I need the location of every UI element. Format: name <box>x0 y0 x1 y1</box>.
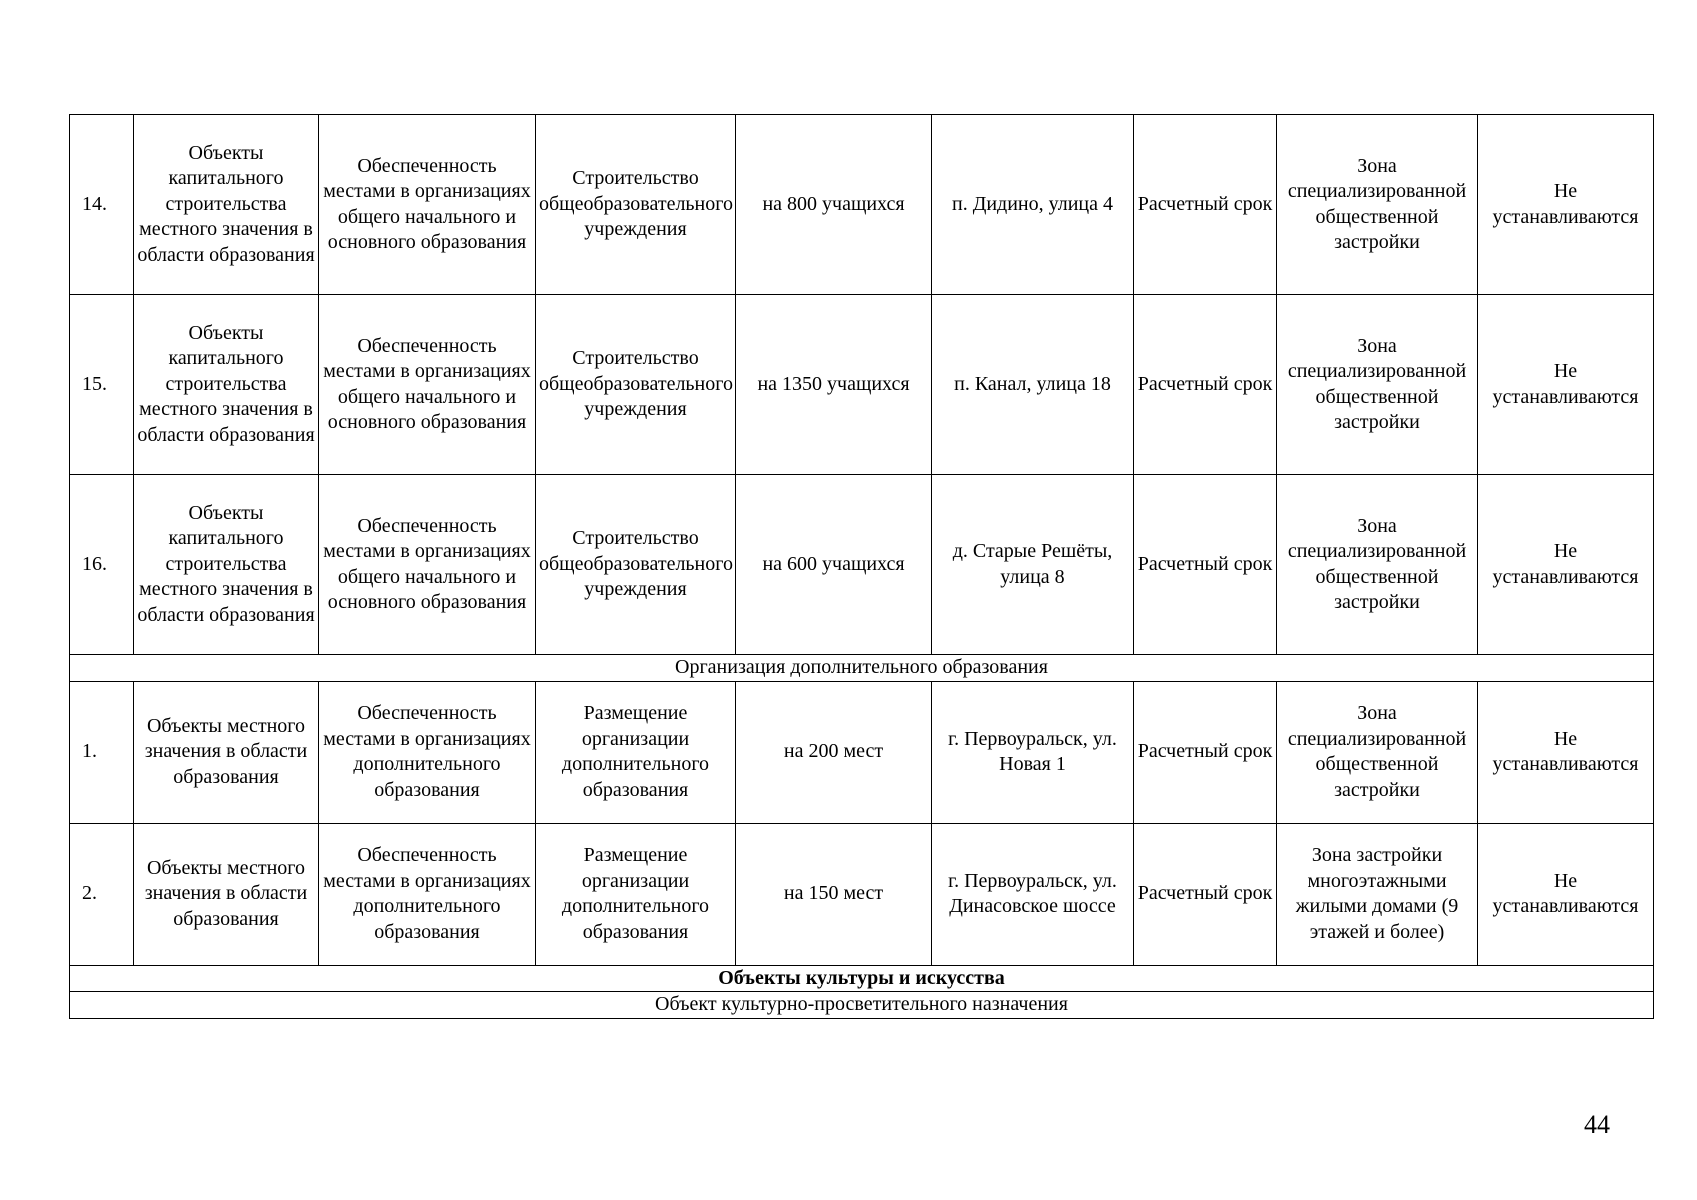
table-row <box>70 681 1654 823</box>
restrictions-cell: Не устанавливаются <box>1478 295 1654 475</box>
object-type-cell: Объекты местного значения в области образования <box>134 823 319 965</box>
object-type-cell: Объекты капитального строительства местного значения в области образования <box>134 475 319 655</box>
zone-cell: Зона застройки многоэтажными жилыми домами (9 этажей и более) <box>1277 823 1478 965</box>
restrictions-cell: Не устанавливаются <box>1478 115 1654 295</box>
capacity-cell: на 200 мест <box>736 681 932 823</box>
row-number: 15. <box>70 295 134 475</box>
zone-cell: Зона специализированной общественной застройки <box>1277 115 1478 295</box>
row-number: 16. <box>70 475 134 655</box>
zone-cell: Зона специализированной общественной застройки <box>1277 681 1478 823</box>
purpose-cell: Строительство общеобразовательного учреждения <box>536 295 736 475</box>
table-row <box>70 115 1654 295</box>
section-header-row <box>70 655 1654 682</box>
location-cell: г. Первоуральск, ул. Динасовское шоссе <box>932 823 1134 965</box>
purpose-cell: Размещение организации дополнительного образования <box>536 823 736 965</box>
term-cell: Расчетный срок <box>1134 115 1277 295</box>
row-number: 14. <box>70 115 134 295</box>
capacity-cell: на 150 мест <box>736 823 932 965</box>
table-row <box>70 295 1654 475</box>
zone-cell: Зона специализированной общественной застройки <box>1277 295 1478 475</box>
purpose-cell: Строительство общеобразовательного учреждения <box>536 475 736 655</box>
indicator-cell: Обеспеченность местами в организациях общего начального и основного образования <box>319 295 536 475</box>
indicator-cell: Обеспеченность местами в организациях общего начального и основного образования <box>319 475 536 655</box>
row-number: 2. <box>70 823 134 965</box>
purpose-cell: Строительство общеобразовательного учреждения <box>536 115 736 295</box>
location-cell: д. Старые Решёты, улица 8 <box>932 475 1134 655</box>
location-cell: п. Дидино, улица 4 <box>932 115 1134 295</box>
section-subtitle-culture: Объект культурно-просветительного назначения <box>70 992 1654 1019</box>
page-number: 44 <box>1584 1110 1610 1139</box>
indicator-cell: Обеспеченность местами в организациях дополнительного образования <box>319 681 536 823</box>
term-cell: Расчетный срок <box>1134 295 1277 475</box>
term-cell: Расчетный срок <box>1134 681 1277 823</box>
location-cell: г. Первоуральск, ул. Новая 1 <box>932 681 1134 823</box>
location-cell: п. Канал, улица 18 <box>932 295 1134 475</box>
section-title-additional-education: Организация дополнительного образования <box>70 655 1654 682</box>
section-header-row <box>70 965 1654 992</box>
indicator-cell: Обеспеченность местами в организациях дополнительного образования <box>319 823 536 965</box>
object-type-cell: Объекты капитального строительства местного значения в области образования <box>134 115 319 295</box>
restrictions-cell: Не устанавливаются <box>1478 823 1654 965</box>
object-type-cell: Объекты местного значения в области образования <box>134 681 319 823</box>
planning-objects-table <box>69 114 1654 1019</box>
row-number: 1. <box>70 681 134 823</box>
object-type-cell: Объекты капитального строительства местного значения в области образования <box>134 295 319 475</box>
restrictions-cell: Не устанавливаются <box>1478 475 1654 655</box>
purpose-cell: Размещение организации дополнительного образования <box>536 681 736 823</box>
capacity-cell: на 800 учащихся <box>736 115 932 295</box>
table-row <box>70 823 1654 965</box>
section-title-culture: Объекты культуры и искусства <box>70 965 1654 992</box>
zone-cell: Зона специализированной общественной застройки <box>1277 475 1478 655</box>
term-cell: Расчетный срок <box>1134 823 1277 965</box>
restrictions-cell: Не устанавливаются <box>1478 681 1654 823</box>
indicator-cell: Обеспеченность местами в организациях общего начального и основного образования <box>319 115 536 295</box>
section-header-row <box>70 992 1654 1019</box>
table-row <box>70 475 1654 655</box>
capacity-cell: на 600 учащихся <box>736 475 932 655</box>
capacity-cell: на 1350 учащихся <box>736 295 932 475</box>
term-cell: Расчетный срок <box>1134 475 1277 655</box>
